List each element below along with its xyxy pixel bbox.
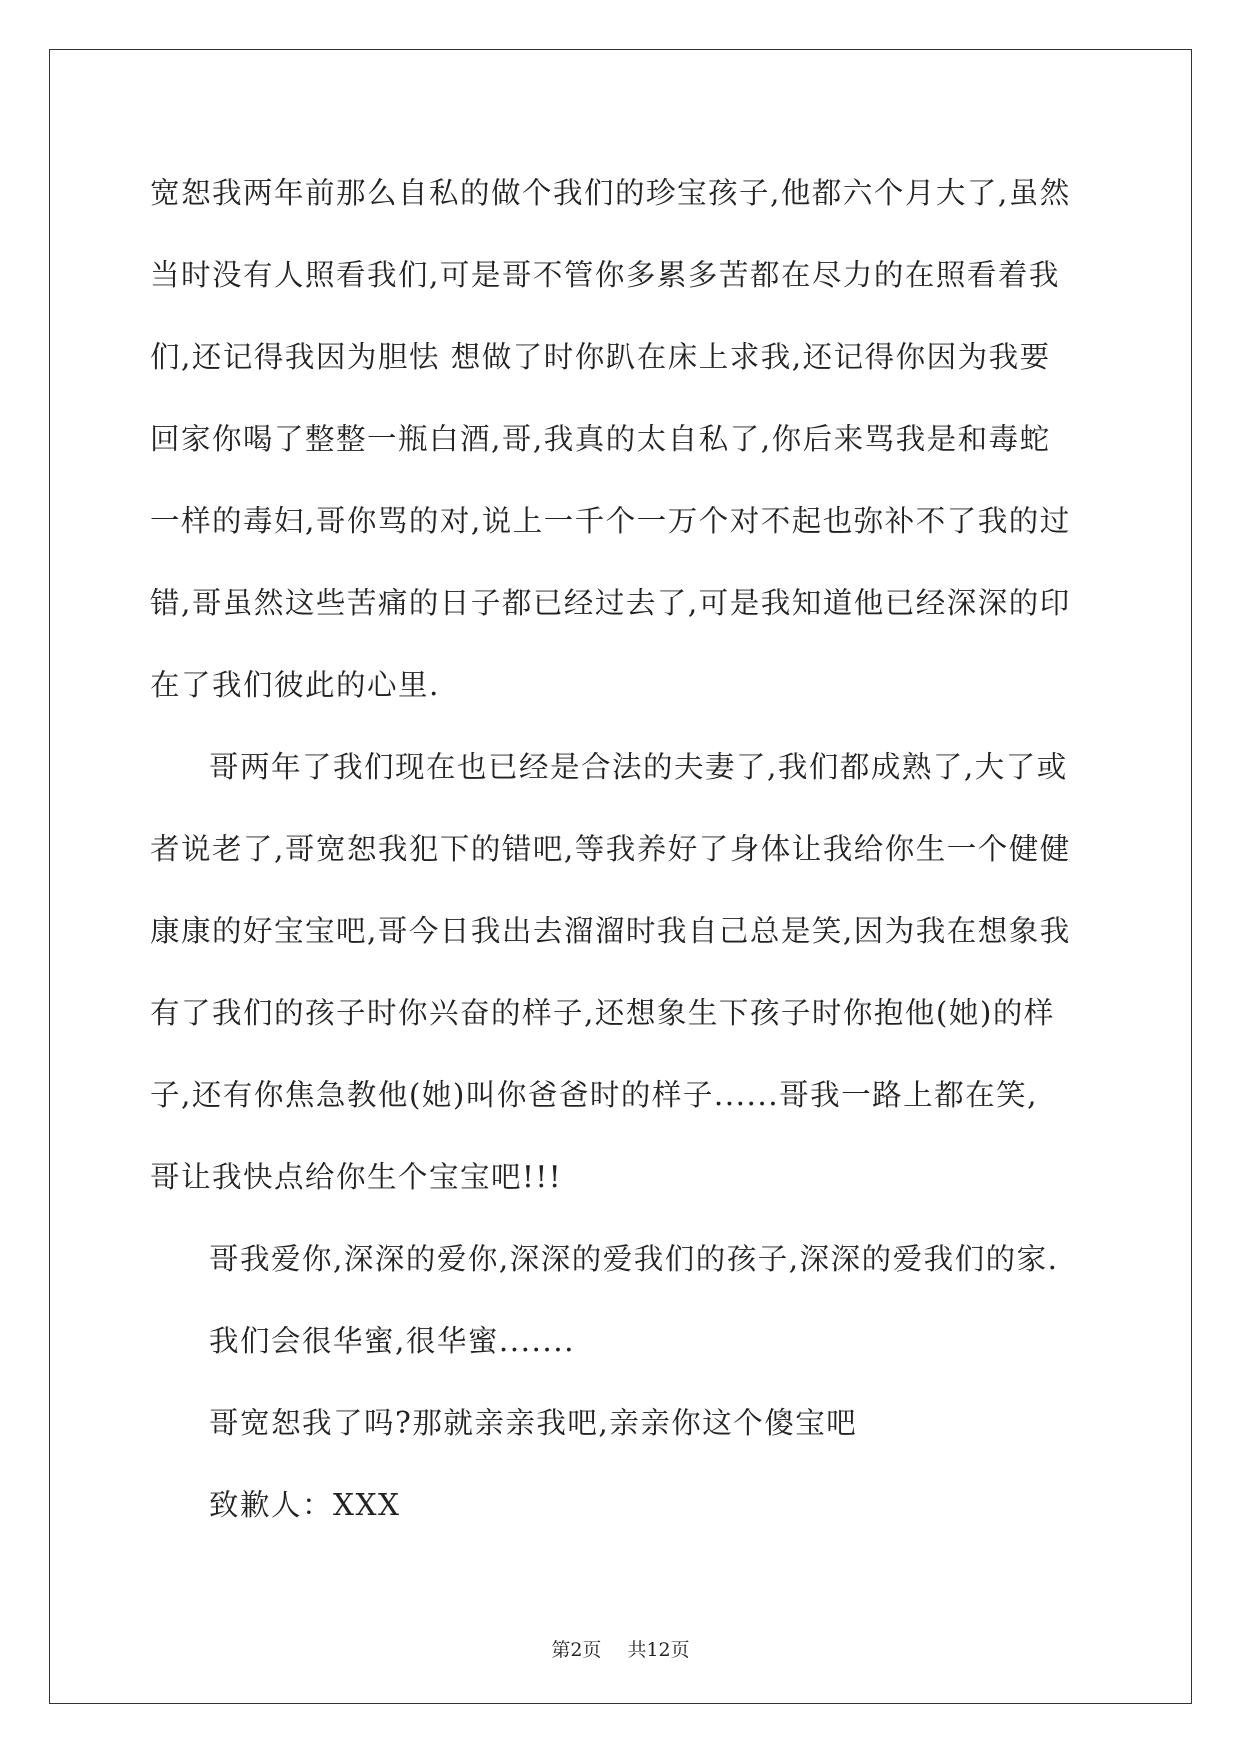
- page-number: 第2页: [551, 1639, 602, 1661]
- text-line: 哥让我快点给你生个宝宝吧!!!: [150, 1160, 563, 1194]
- text-line: 当时没有人照看我们,可是哥不管你多累多苦都在尽力的在照看着我: [150, 258, 1060, 292]
- paragraph-4: [150, 1300, 1098, 1382]
- text-line: 错,哥虽然这些苦痛的日子都已经过去了,可是我知道他已经深深的印: [150, 586, 1071, 620]
- text-line: 宽恕我两年前那么自私的做个我们的珍宝孩子,他都六个月大了,虽然: [150, 176, 1071, 210]
- text-line: 子,还有你焦急教他(她)叫你爸爸时的样子......哥我一路上都在笑,: [150, 1078, 1039, 1112]
- page-total: 共12页: [627, 1639, 690, 1661]
- text-line: 回家你喝了整整一瓶白酒,哥,我真的太自私了,你后来骂我是和毒蛇: [150, 422, 1051, 456]
- paragraph-5: [150, 1382, 1098, 1464]
- text-line: 者说老了,哥宽恕我犯下的错吧,等我养好了身体让我给你生一个健健: [150, 832, 1071, 866]
- text-line: 我们会很华蜜,很华蜜.......: [209, 1324, 576, 1358]
- text-line: 们,还记得我因为胆怯 想做了时你趴在床上求我,还记得你因为我要: [150, 340, 1051, 374]
- text-line: 有了我们的孩子时你兴奋的样子,还想象生下孩子时你抱他(她)的样: [150, 996, 1055, 1030]
- document-body: [150, 152, 1098, 1546]
- page-footer: [0, 1635, 1241, 1662]
- paragraph-2: [150, 726, 1098, 1218]
- paragraph-3: [150, 1218, 1098, 1300]
- text-line: 哥两年了我们现在也已经是合法的夫妻了,我们都成熟了,大了或: [209, 750, 1068, 784]
- text-line: 一样的毒妇,哥你骂的对,说上一千个一万个对不起也弥补不了我的过: [150, 504, 1071, 538]
- signature-line: 致歉人：XXX: [209, 1488, 401, 1522]
- text-line: 哥我爱你,深深的爱你,深深的爱我们的孩子,深深的爱我们的家.: [209, 1242, 1059, 1276]
- text-line: 康康的好宝宝吧,哥今日我出去溜溜时我自己总是笑,因为我在想象我: [150, 914, 1071, 948]
- text-line: 哥宽恕我了吗?那就亲亲我吧,亲亲你这个傻宝吧: [209, 1406, 858, 1440]
- paragraph-1: [150, 152, 1098, 726]
- signature: [150, 1464, 1098, 1546]
- text-line: 在了我们彼此的心里.: [150, 668, 440, 702]
